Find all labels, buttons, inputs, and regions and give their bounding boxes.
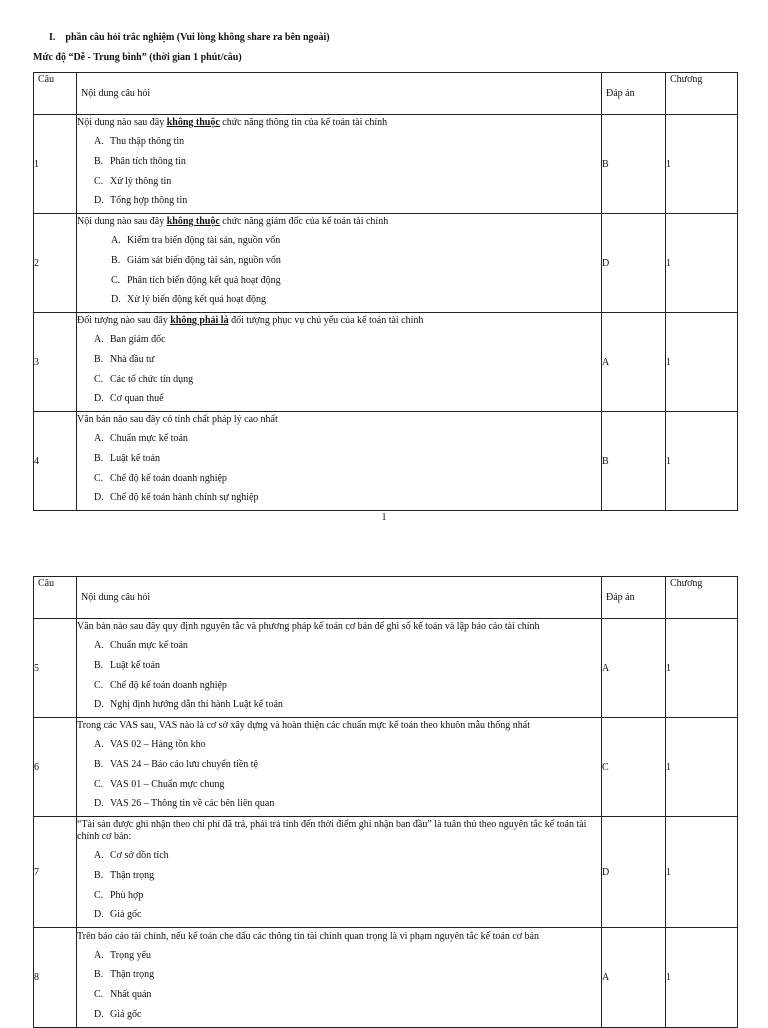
- option-text: Phân tích biến động kết quả hoạt động: [127, 274, 281, 286]
- question-content: [77, 115, 602, 214]
- answer-option: [77, 231, 601, 251]
- question-number: 5: [34, 619, 77, 718]
- question-text: [77, 931, 601, 943]
- answer-key: D: [602, 817, 666, 928]
- option-letter: B.: [94, 869, 104, 881]
- option-text: Trọng yếu: [110, 949, 152, 961]
- answer-option: [77, 794, 601, 814]
- option-letter: D.: [94, 393, 104, 405]
- section-heading: [49, 32, 330, 43]
- option-letter: D.: [94, 798, 104, 810]
- answer-option: [77, 152, 601, 172]
- answer-option: [77, 905, 601, 925]
- question-text-after: chức năng giám đốc của kế toán tài chính: [219, 216, 389, 228]
- question-text-after: đối tượng phục vụ chủ yếu của kế toán tài chính: [228, 315, 424, 327]
- answer-option: [77, 755, 601, 775]
- answer-option: [77, 636, 601, 656]
- option-letter: B.: [94, 452, 104, 464]
- option-letter: A.: [94, 640, 104, 652]
- answer-option: [77, 350, 601, 370]
- option-letter: C.: [94, 472, 104, 484]
- answer-key: B: [602, 412, 666, 511]
- option-letter: A.: [94, 949, 104, 961]
- question-row: [34, 718, 738, 817]
- answer-option: [77, 676, 601, 696]
- answer-option: [77, 429, 601, 449]
- option-letter: A.: [94, 739, 104, 751]
- option-letter: C.: [94, 889, 104, 901]
- option-letter: A.: [94, 433, 104, 445]
- option-text: Cơ quan thuế: [110, 393, 164, 405]
- answer-option: [77, 656, 601, 676]
- answer-option: [77, 965, 601, 985]
- question-text: [77, 216, 601, 228]
- option-text: Nhà đầu tư: [110, 353, 155, 365]
- option-text: Giá gốc: [110, 1008, 142, 1020]
- question-number: 8: [34, 928, 77, 1028]
- answer-option: [77, 735, 601, 755]
- option-text: Chế độ kế toán hành chính sự nghiệp: [110, 492, 259, 504]
- chapter-number: 1: [666, 214, 738, 313]
- option-text: VAS 24 – Báo cáo lưu chuyển tiền tệ: [110, 758, 258, 770]
- answer-option: [77, 488, 601, 508]
- page-number: 1: [381, 512, 387, 523]
- option-letter: A.: [94, 850, 104, 862]
- option-letter: C.: [94, 175, 104, 187]
- question-row: [34, 115, 738, 214]
- answer-key: A: [602, 619, 666, 718]
- option-text: Giám sát biến động tài sản, nguồn vốn: [127, 254, 281, 266]
- question-text-before: Nội dung nào sau đây: [77, 117, 167, 129]
- question-row: [34, 214, 738, 313]
- header-dap-an: Đáp án: [602, 73, 666, 115]
- question-content: [77, 619, 602, 718]
- question-content: [77, 412, 602, 511]
- question-content: [77, 817, 602, 928]
- answer-key: C: [602, 718, 666, 817]
- option-letter: A.: [111, 235, 121, 247]
- option-letter: D.: [94, 1008, 104, 1020]
- option-letter: B.: [94, 758, 104, 770]
- question-text: [77, 819, 601, 843]
- chapter-number: 1: [666, 928, 738, 1028]
- option-letter: A.: [94, 334, 104, 346]
- question-text-before: “Tài sản được ghi nhận theo chi phí đã trả, phải trả tính đến thời điểm ghi nhận ban đầu” là tuân thủ theo nguyên tắc kế toán tài chính cơ bản:: [77, 819, 587, 843]
- answer-option: [77, 389, 601, 409]
- answer-option: [77, 449, 601, 469]
- answer-option: [77, 1005, 601, 1025]
- option-text: Chế độ kế toán doanh nghiệp: [110, 679, 227, 691]
- option-text: Thận trọng: [110, 969, 155, 981]
- option-text: Luật kế toán: [110, 659, 160, 671]
- answer-option: [77, 271, 601, 291]
- option-letter: D.: [111, 294, 121, 306]
- answer-option: [77, 946, 601, 966]
- option-letter: A.: [94, 136, 104, 148]
- option-text: Thận trọng: [110, 869, 155, 881]
- option-letter: B.: [94, 659, 104, 671]
- question-row: [34, 313, 738, 412]
- option-text: Chế độ kế toán doanh nghiệp: [110, 472, 227, 484]
- question-text-emphasis: không phải là: [170, 315, 229, 327]
- option-letter: D.: [94, 699, 104, 711]
- option-text: Nghị định hướng dẫn thi hành Luật kế toán: [110, 699, 283, 711]
- option-letter: D.: [94, 492, 104, 504]
- option-text: Phù hợp: [110, 889, 144, 901]
- question-text: [77, 414, 601, 426]
- option-text: Xử lý biến động kết quả hoạt động: [127, 294, 267, 306]
- answer-key: B: [602, 115, 666, 214]
- answer-option: [77, 985, 601, 1005]
- header-noi-dung: Nội dung câu hỏi: [77, 73, 602, 115]
- question-row: [34, 619, 738, 718]
- option-text: Cơ sở dồn tích: [110, 850, 169, 862]
- question-text-before: Nội dung nào sau đây: [77, 216, 167, 228]
- option-letter: C.: [94, 778, 104, 790]
- chapter-number: 1: [666, 619, 738, 718]
- chapter-number: 1: [666, 313, 738, 412]
- question-content: [77, 928, 602, 1028]
- header-cau: Câu: [34, 73, 77, 115]
- question-text: [77, 117, 601, 129]
- option-letter: B.: [94, 155, 104, 167]
- question-content: [77, 214, 602, 313]
- option-text: Nhất quán: [110, 989, 152, 1000]
- answer-key: A: [602, 928, 666, 1028]
- answer-option: [77, 370, 601, 390]
- question-text-after: chức năng thông tin của kế toán tài chính: [219, 117, 388, 129]
- option-text: Chuẩn mực kế toán: [110, 640, 188, 652]
- option-letter: D.: [94, 195, 104, 207]
- chapter-number: 1: [666, 412, 738, 511]
- header-cau: Câu: [34, 577, 77, 619]
- option-letter: B.: [111, 254, 121, 266]
- question-number: 4: [34, 412, 77, 511]
- question-content: [77, 313, 602, 412]
- header-dap-an: Đáp án: [602, 577, 666, 619]
- question-table-page-1: [33, 72, 738, 511]
- option-text: Ban giám đốc: [110, 334, 166, 346]
- question-row: [34, 817, 738, 928]
- answer-option: [77, 132, 601, 152]
- section-title: phần câu hỏi trắc nghiệm (Vui lòng không share ra bên ngoài): [65, 32, 330, 43]
- option-letter: C.: [94, 989, 104, 1000]
- question-row: [34, 928, 738, 1028]
- answer-option: [77, 251, 601, 271]
- question-text-before: Trên báo cáo tài chính, nếu kế toán che dấu các thông tin tài chính quan trọng là vi phạm nguyên tắc kế toán cơ bản: [77, 930, 539, 942]
- section-number: I.: [49, 32, 56, 43]
- chapter-number: 1: [666, 817, 738, 928]
- option-text: Tổng hợp thông tin: [110, 195, 188, 207]
- option-text: VAS 02 – Hàng tồn kho: [110, 739, 206, 751]
- table-header-row: [34, 577, 738, 619]
- table-header-row: [34, 73, 738, 115]
- answer-option: [77, 886, 601, 906]
- answer-option: [77, 172, 601, 192]
- header-noi-dung: Nội dung câu hỏi: [77, 577, 602, 619]
- option-letter: B.: [94, 353, 104, 365]
- answer-option: [77, 695, 601, 715]
- question-number: 2: [34, 214, 77, 313]
- chapter-number: 1: [666, 718, 738, 817]
- option-letter: C.: [94, 679, 104, 691]
- question-text: [77, 315, 601, 327]
- option-letter: C.: [94, 373, 104, 385]
- answer-option: [77, 290, 601, 310]
- answer-option: [77, 866, 601, 886]
- option-text: Phân tích thông tin: [110, 155, 186, 167]
- option-text: Giá gốc: [110, 909, 142, 921]
- question-text-before: Văn bản nào sau đây quy định nguyên tắc và phương pháp kế toán cơ bản để ghi sổ kế toán và lập báo cáo tài chính: [77, 621, 540, 633]
- option-text: VAS 26 – Thông tin về các bên liên quan: [110, 798, 275, 810]
- header-chuong: Chương: [666, 73, 738, 115]
- option-text: Chuẩn mực kế toán: [110, 433, 188, 445]
- question-text-before: Văn bản nào sau đây có tính chất pháp lý cao nhất: [77, 414, 278, 426]
- question-row: [34, 412, 738, 511]
- option-text: VAS 01 – Chuẩn mực chung: [110, 778, 225, 790]
- answer-option: [77, 191, 601, 211]
- question-number: 7: [34, 817, 77, 928]
- answer-option: [77, 330, 601, 350]
- difficulty-level-line: Mức độ “Dễ - Trung bình” (thời gian 1 phút/câu): [33, 52, 242, 63]
- question-table-page-2: [33, 576, 738, 1028]
- option-text: Xử lý thông tin: [110, 175, 172, 187]
- question-text-before: Đối tượng nào sau đây: [77, 315, 171, 327]
- option-letter: B.: [94, 969, 104, 981]
- option-text: Thu thập thông tin: [110, 136, 185, 148]
- question-content: [77, 718, 602, 817]
- question-text-emphasis: không thuộc: [166, 117, 220, 129]
- chapter-number: 1: [666, 115, 738, 214]
- answer-option: [77, 846, 601, 866]
- option-letter: D.: [94, 909, 104, 921]
- answer-option: [77, 775, 601, 795]
- option-text: Luật kế toán: [110, 452, 160, 464]
- question-text-before: Trong các VAS sau, VAS nào là cơ sở xây dựng và hoàn thiện các chuẩn mực kế toán theo khuôn mẫu thống nhất: [77, 720, 531, 732]
- question-text-emphasis: không thuộc: [166, 216, 220, 228]
- question-text: [77, 720, 601, 732]
- answer-key: D: [602, 214, 666, 313]
- header-chuong: Chương: [666, 577, 738, 619]
- answer-key: A: [602, 313, 666, 412]
- question-number: 6: [34, 718, 77, 817]
- question-text: [77, 621, 601, 633]
- answer-option: [77, 469, 601, 489]
- option-text: Kiểm tra biến động tài sản, nguồn vốn: [127, 235, 281, 247]
- option-letter: C.: [111, 274, 121, 286]
- question-number: 3: [34, 313, 77, 412]
- option-text: Các tổ chức tín dụng: [110, 373, 194, 385]
- question-number: 1: [34, 115, 77, 214]
